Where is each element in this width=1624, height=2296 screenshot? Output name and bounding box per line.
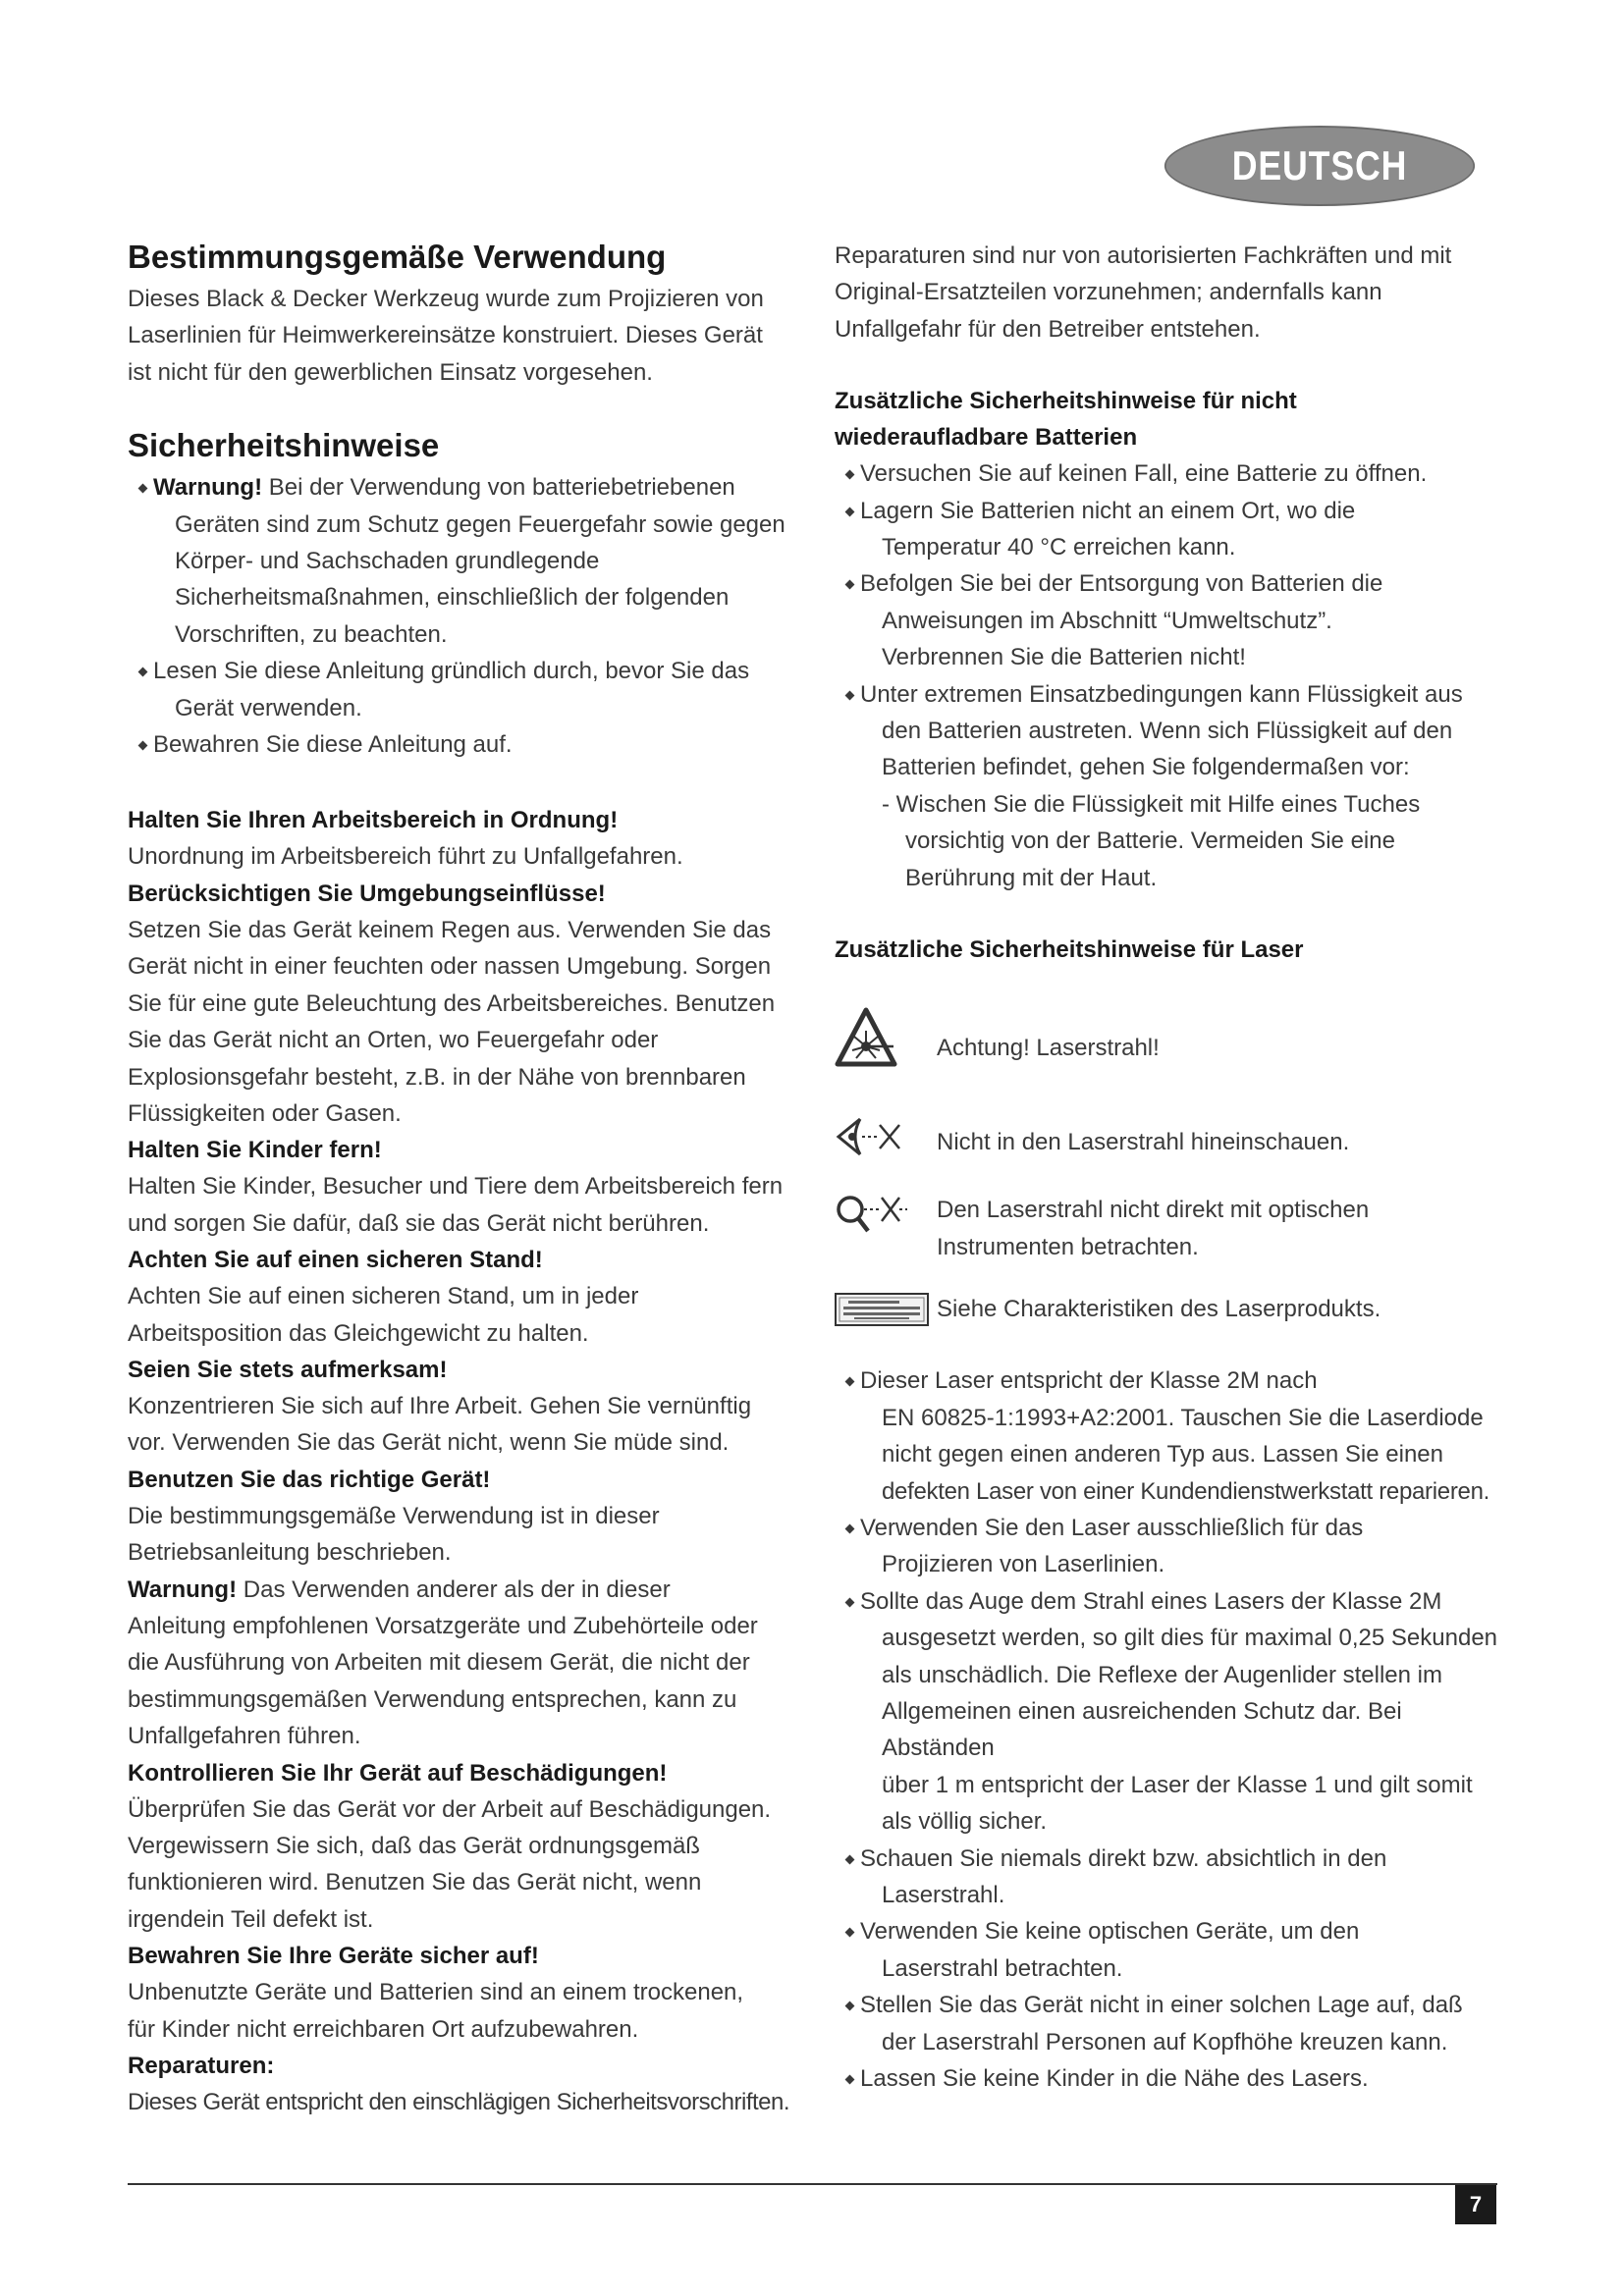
text-line: Dieses Black & Decker Werkzeug wurde zum Projizieren von	[128, 286, 764, 312]
section-heading: Benutzen Sie das richtige Gerät!	[128, 1466, 491, 1493]
no-stare-row	[835, 1105, 1512, 1166]
text-line: vorsichtig von der Batterie. Vermeiden Sie eine	[905, 828, 1395, 855]
bullet-icon	[845, 2075, 855, 2085]
text-line: irgendein Teil defekt ist.	[128, 1905, 374, 1933]
text-line: Befolgen Sie bei der Entsorgung von Batterien die	[860, 570, 1383, 598]
text-line: ausgesetzt werden, so gilt dies für maximal 0,25 Sekunden	[882, 1625, 1498, 1652]
text-line: den Batterien austreten. Wenn sich Flüssigkeit auf den	[882, 718, 1453, 745]
bullet-icon	[138, 484, 148, 494]
bullet-icon	[845, 1377, 855, 1387]
text-line: Vorschriften, zu beachten.	[175, 620, 448, 648]
text-line: Anleitung empfohlenen Vorsatzgeräte und Zubehörteile oder	[128, 1612, 758, 1639]
text-line: Das Verwenden anderer als der in dieser	[237, 1575, 671, 1603]
section-heading: Bewahren Sie Ihre Geräte sicher auf!	[128, 1943, 539, 1970]
page-number: 7	[1455, 2185, 1496, 2224]
no-optics-row	[835, 1192, 1512, 1265]
laser-warning-icon	[835, 1007, 897, 1068]
intended-use-title: Bestimmungsgemäße Verwendung	[128, 239, 667, 275]
section-attention	[128, 1352, 795, 1462]
list-item	[835, 455, 1512, 492]
text-line: Sie für eine gute Beleuchtung des Arbeitsbereiches. Benutzen	[128, 989, 776, 1017]
text-line: über 1 m entspricht der Laser der Klasse 1 und gilt somit	[882, 1771, 1473, 1798]
text-line: Geräten sind zum Schutz gegen Feuergefahr sowie gegen	[175, 510, 785, 538]
bullet-icon	[845, 2002, 855, 2011]
text-line: bestimmungsgemäßen Verwendung entsprechen, kann zu	[128, 1685, 737, 1713]
footer-rule	[128, 2183, 1497, 2185]
bullet-icon	[845, 690, 855, 700]
list-item	[835, 565, 1512, 675]
bullet-icon	[845, 1523, 855, 1533]
text-line: Sollte das Auge dem Strahl eines Lasers der Klasse 2M	[860, 1587, 1442, 1615]
intended-use-text	[128, 281, 795, 391]
left-column	[128, 238, 795, 2120]
text-line: Sie das Gerät nicht an Orten, wo Feuergefahr oder	[128, 1027, 659, 1054]
section-environment	[128, 876, 795, 1132]
text-line: Explosionsgefahr besteht, z.B. in der Nähe von brennbaren	[128, 1063, 746, 1091]
text-line: Projizieren von Laserlinien.	[882, 1551, 1165, 1578]
text-line: vor. Verwenden Sie das Gerät nicht, wenn Sie müde sind.	[128, 1429, 730, 1457]
warning-label: Warnung!	[153, 474, 263, 502]
text-line: Versuchen Sie auf keinen Fall, eine Batterie zu öffnen.	[860, 460, 1428, 488]
laser-bullets	[835, 1362, 1512, 2097]
section-stance	[128, 1242, 795, 1352]
text-line: Vergewissern Sie sich, daß das Gerät ordnungsgemäß	[128, 1833, 700, 1859]
list-item	[835, 1913, 1512, 1987]
section-heading: Halten Sie Kinder fern!	[128, 1137, 382, 1164]
text-line: Betriebsanleitung beschrieben.	[128, 1539, 452, 1567]
text-line: Unfallgefahr für den Betreiber entstehen.	[835, 315, 1261, 343]
text-line: Unfallgefahren führen.	[128, 1723, 361, 1750]
battery-heading: Zusätzliche Sicherheitshinweise für nicht	[835, 388, 1297, 415]
no-optics-text-2: Instrumenten betrachten.	[937, 1233, 1199, 1260]
text-line: Halten Sie Kinder, Besucher und Tiere dem Arbeitsbereich fern	[128, 1173, 784, 1201]
list-item	[128, 726, 795, 763]
text-line: Unordnung im Arbeitsbereich führt zu Unfallgefahren.	[128, 843, 683, 871]
laser-warning-row	[835, 997, 1512, 1078]
no-optics-text: Den Laserstrahl nicht direkt mit optischen	[937, 1197, 1370, 1224]
text-line	[128, 1572, 795, 1608]
safety-title: Sicherheitshinweise	[128, 427, 440, 464]
section-heading: Halten Sie Ihren Arbeitsbereich in Ordnung!	[128, 807, 619, 834]
section-heading: Kontrollieren Sie Ihr Gerät auf Beschädigungen!	[128, 1759, 668, 1787]
bullet-icon	[138, 667, 148, 677]
text-line: Reparaturen sind nur von autorisierten Fachkräften und mit	[835, 242, 1452, 269]
text-line: als völlig sicher.	[882, 1808, 1048, 1836]
text-line: Flüssigkeiten oder Gasen.	[128, 1099, 402, 1127]
laser-label-icon	[835, 1293, 929, 1326]
text-line: ist nicht für den gewerblichen Einsatz vorgesehen.	[128, 358, 653, 386]
text-line: Lesen Sie diese Anleitung gründlich durch, bevor Sie das	[153, 658, 750, 685]
text-line: Laserlinien für Heimwerkereinsätze konstruiert. Dieses Gerät	[128, 322, 763, 349]
list-item	[835, 676, 1512, 786]
list-item	[835, 1841, 1512, 1914]
text-line: der Laserstrahl Personen auf Kopfhöhe kreuzen kann.	[882, 2028, 1448, 2056]
text-line: - Wischen Sie die Flüssigkeit mit Hilfe eines Tuches	[882, 790, 1421, 818]
bullet-icon	[138, 741, 148, 751]
warning-label: Warnung!	[128, 1575, 238, 1603]
bullet-icon	[845, 507, 855, 516]
text-line: Anweisungen im Abschnitt “Umweltschutz”.	[882, 607, 1332, 634]
laser-warning-text: Achtung! Laserstrahl!	[937, 1035, 1160, 1062]
list-item	[835, 1987, 1512, 2060]
battery-heading-2: wiederaufladbare Batterien	[835, 424, 1138, 452]
text-line: Sicherheitsmaßnahmen, einschließlich der folgenden	[175, 584, 730, 612]
text-line: Temperatur 40 °C erreichen kann.	[882, 534, 1236, 561]
no-stare-text: Nicht in den Laserstrahl hineinschauen.	[937, 1129, 1350, 1156]
text-line: und sorgen Sie dafür, daß sie das Gerät nicht berühren.	[128, 1209, 710, 1237]
text-line: Schauen Sie niemals direkt bzw. absichtlich in den	[860, 1844, 1387, 1872]
section-workarea	[128, 802, 795, 875]
list-item	[835, 1583, 1512, 1841]
bullet-icon	[845, 1854, 855, 1864]
text-line: EN 60825-1:1993+A2:2001. Tauschen Sie die Laserdiode	[882, 1404, 1484, 1431]
text-line: nicht gegen einen anderen Typ aus. Lassen Sie einen	[882, 1441, 1443, 1468]
text-line: Die bestimmungsgemäße Verwendung ist in dieser	[128, 1502, 660, 1529]
text-line: Verwenden Sie keine optischen Geräte, um den	[860, 1918, 1360, 1946]
text-line: Original-Ersatzteilen vorzunehmen; andernfalls kann	[835, 279, 1382, 306]
text-line: als unschädlich. Die Reflexe der Augenlider stellen im	[882, 1661, 1442, 1688]
section-children	[128, 1132, 795, 1242]
text-line: Bei der Verwendung von batteriebetriebenen	[262, 474, 735, 502]
text-line: die Ausführung von Arbeiten mit diesem Gerät, die nicht der	[128, 1649, 750, 1677]
right-column	[835, 238, 1512, 2097]
section-heading: Achten Sie auf einen sicheren Stand!	[128, 1247, 543, 1274]
text-line: Laserstrahl betrachten.	[882, 1954, 1123, 1982]
text-line: Unbenutzte Geräte und Batterien sind an einem trockenen,	[128, 1979, 744, 2006]
magnifier-no-look-icon	[835, 1194, 907, 1237]
battery-dash-item	[835, 786, 1512, 896]
section-right-tool	[128, 1462, 795, 1755]
bullet-icon	[845, 1597, 855, 1607]
bullet-icon	[845, 1928, 855, 1938]
text-line: Lassen Sie keine Kinder in die Nähe des Lasers.	[860, 2065, 1369, 2093]
text-line: Unter extremen Einsatzbedingungen kann Flüssigkeit aus	[860, 680, 1463, 708]
battery-bullets	[835, 455, 1512, 786]
text-line: Batterien befindet, gehen Sie folgendermaßen vor:	[882, 754, 1410, 781]
product-label-row	[835, 1291, 1512, 1327]
text-line: funktionieren wird. Benutzen Sie das Gerät nicht, wenn	[128, 1869, 702, 1896]
text-line: Berührung mit der Haut.	[905, 864, 1158, 891]
list-item	[835, 1362, 1512, 1510]
text-line: Konzentrieren Sie sich auf Ihre Arbeit. Gehen Sie vernünftig	[128, 1392, 752, 1419]
bullet-icon	[845, 580, 855, 590]
safety-bullets	[128, 469, 795, 763]
text-line: Verwenden Sie den Laser ausschließlich für das	[860, 1514, 1364, 1541]
text-line: Achten Sie auf einen sicheren Stand, um in jeder	[128, 1283, 639, 1310]
bullet-icon	[845, 470, 855, 480]
text-line: Bewahren Sie diese Anleitung auf.	[153, 731, 513, 759]
text-line: defekten Laser von einer Kundendienstwerkstatt reparieren.	[882, 1477, 1489, 1505]
section-heading: Seien Sie stets aufmerksam!	[128, 1356, 448, 1383]
repairs-continued	[835, 238, 1512, 347]
text-line: Körper- und Sachschaden grundlegende	[175, 548, 600, 575]
list-item	[128, 469, 795, 653]
list-item	[835, 1510, 1512, 1583]
text-line: Überprüfen Sie das Gerät vor der Arbeit auf Beschädigungen.	[128, 1795, 772, 1823]
list-item	[835, 2060, 1512, 2097]
text-line: Verbrennen Sie die Batterien nicht!	[882, 644, 1246, 671]
text-line: Dieser Laser entspricht der Klasse 2M nach	[860, 1367, 1318, 1395]
section-heading: Berücksichtigen Sie Umgebungseinflüsse!	[128, 880, 606, 907]
list-item	[835, 493, 1512, 566]
text-line: Laserstrahl.	[882, 1882, 1005, 1908]
text-line: Gerät nicht in einer feuchten oder nassen Umgebung. Sorgen	[128, 953, 772, 981]
text-line: Arbeitsposition das Gleichgewicht zu halten.	[128, 1319, 589, 1347]
list-item	[128, 653, 795, 726]
section-storage	[128, 1938, 795, 2048]
eye-no-look-icon	[835, 1111, 903, 1160]
text-line: Dieses Gerät entspricht den einschlägigen Sicherheitsvorschriften.	[128, 2089, 790, 2116]
laser-heading: Zusätzliche Sicherheitshinweise für Laser	[835, 936, 1304, 964]
text-line: Stellen Sie das Gerät nicht in einer solchen Lage auf, daß	[860, 1992, 1463, 2019]
section-damage	[128, 1755, 795, 1939]
language-tab: DEUTSCH	[1164, 126, 1475, 206]
text-line: Lagern Sie Batterien nicht an einem Ort, wo die	[860, 497, 1356, 524]
text-line: für Kinder nicht erreichbaren Ort aufzubewahren.	[128, 2015, 639, 2043]
text-line: Setzen Sie das Gerät keinem Regen aus. Verwenden Sie das	[128, 916, 772, 943]
section-heading: Reparaturen:	[128, 2053, 275, 2080]
product-label-text: Siehe Charakteristiken des Laserprodukts.	[937, 1295, 1381, 1322]
text-line: Allgemeinen einen ausreichenden Schutz dar. Bei Abständen	[882, 1697, 1402, 1762]
text-line: Gerät verwenden.	[175, 694, 362, 721]
section-repairs	[128, 2048, 795, 2120]
